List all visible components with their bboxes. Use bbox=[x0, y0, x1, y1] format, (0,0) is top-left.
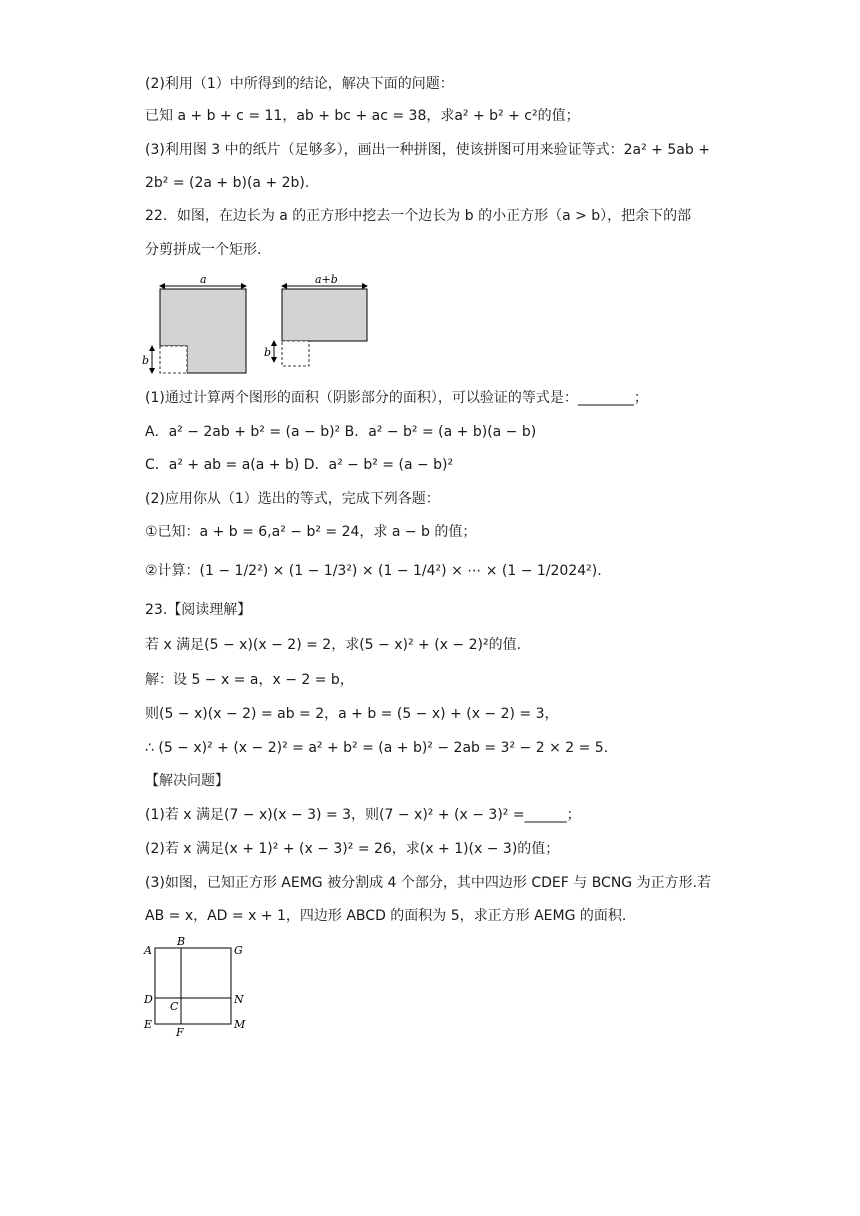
label-F: F bbox=[176, 1026, 184, 1039]
text-line: 已知 a + b + c = 11，ab + bc + ac = 38，求a² + b² + c²的值； bbox=[145, 108, 580, 124]
text-line: 2b² = (2a + b)(a + 2b). bbox=[145, 175, 310, 191]
text-line: (3)如图，已知正方形 AEMG 被分割成 4 个部分，其中四边形 CDEF 与 BCNG 为正方形.若 bbox=[145, 875, 712, 891]
text-line: (2)利用（1）中所得到的结论，解决下面的问题： bbox=[145, 76, 454, 92]
text-line: (1)若 x 满足(7 − x)(x − 3) = 3，则(7 − x)² + (x − 3)² =______； bbox=[145, 807, 581, 823]
label-B: B bbox=[177, 935, 186, 948]
text-line: 分剪拼成一个矩形. bbox=[145, 242, 262, 258]
text-line: (2)应用你从（1）选出的等式，完成下列各题： bbox=[145, 491, 440, 507]
choice-row: A．a² − 2ab + b² = (a − b)² B．a² − b² = (a + b)(a − b) bbox=[145, 424, 537, 440]
problem-23-title: 23.【阅读理解】 bbox=[145, 602, 252, 618]
text-line: 若 x 满足(5 − x)(x − 2) = 2，求(5 − x)² + (x − 2)²的值. bbox=[145, 637, 522, 653]
label-C: C bbox=[170, 1000, 179, 1013]
figure-square-AEMG bbox=[140, 932, 260, 1040]
choice-row: C．a² + ab = a(a + b) D．a² − b² = (a − b)² bbox=[145, 457, 454, 473]
shaded-rectangle bbox=[282, 289, 367, 341]
text-line: ①已知：a + b = 6,a² − b² = 24，求 a − b 的值； bbox=[145, 524, 477, 540]
label-N: N bbox=[234, 993, 244, 1006]
text-line: (1)通过计算两个图形的面积（阴影部分的面积），可以验证的等式是：________； bbox=[145, 390, 648, 406]
text-line: 解：设 5 − x = a，x − 2 = b， bbox=[145, 672, 354, 688]
label-a-plus-b: a+b bbox=[315, 273, 338, 286]
label-b: b bbox=[142, 354, 150, 367]
label-a: a bbox=[200, 273, 207, 286]
label-b: b bbox=[264, 346, 272, 359]
figure-square-rectangle bbox=[140, 272, 380, 377]
label-G: G bbox=[234, 944, 243, 957]
label-M: M bbox=[234, 1018, 246, 1031]
text-line: ②计算：(1 − 1/2²) × (1 − 1/3²) × (1 − 1/4²) × ⋯ × (1 − 1/2024²). bbox=[145, 563, 602, 579]
label-D: D bbox=[144, 993, 153, 1006]
section-heading: 【解决问题】 bbox=[145, 773, 229, 789]
text-line: (2)若 x 满足(x + 1)² + (x − 3)² = 26，求(x + 1)(x − 3)的值； bbox=[145, 841, 560, 857]
problem-22-title: 22．如图，在边长为 a 的正方形中挖去一个边长为 b 的小正方形（a > b），把余下的部 bbox=[145, 208, 692, 224]
text-line: ∴ (5 − x)² + (x − 2)² = a² + b² = (a + b)² − 2ab = 3² − 2 × 2 = 5. bbox=[145, 740, 609, 756]
label-A: A bbox=[144, 944, 152, 957]
text-line: (3)利用图 3 中的纸片（足够多），画出一种拼图，使该拼图可用来验证等式：2a² + 5ab + bbox=[145, 142, 710, 158]
label-E: E bbox=[144, 1018, 153, 1031]
text-line: AB = x，AD = x + 1，四边形 ABCD 的面积为 5，求正方形 AEMG 的面积. bbox=[145, 908, 627, 924]
text-line: 则(5 − x)(x − 2) = ab = 2，a + b = (5 − x) + (x − 2) = 3， bbox=[145, 706, 559, 722]
